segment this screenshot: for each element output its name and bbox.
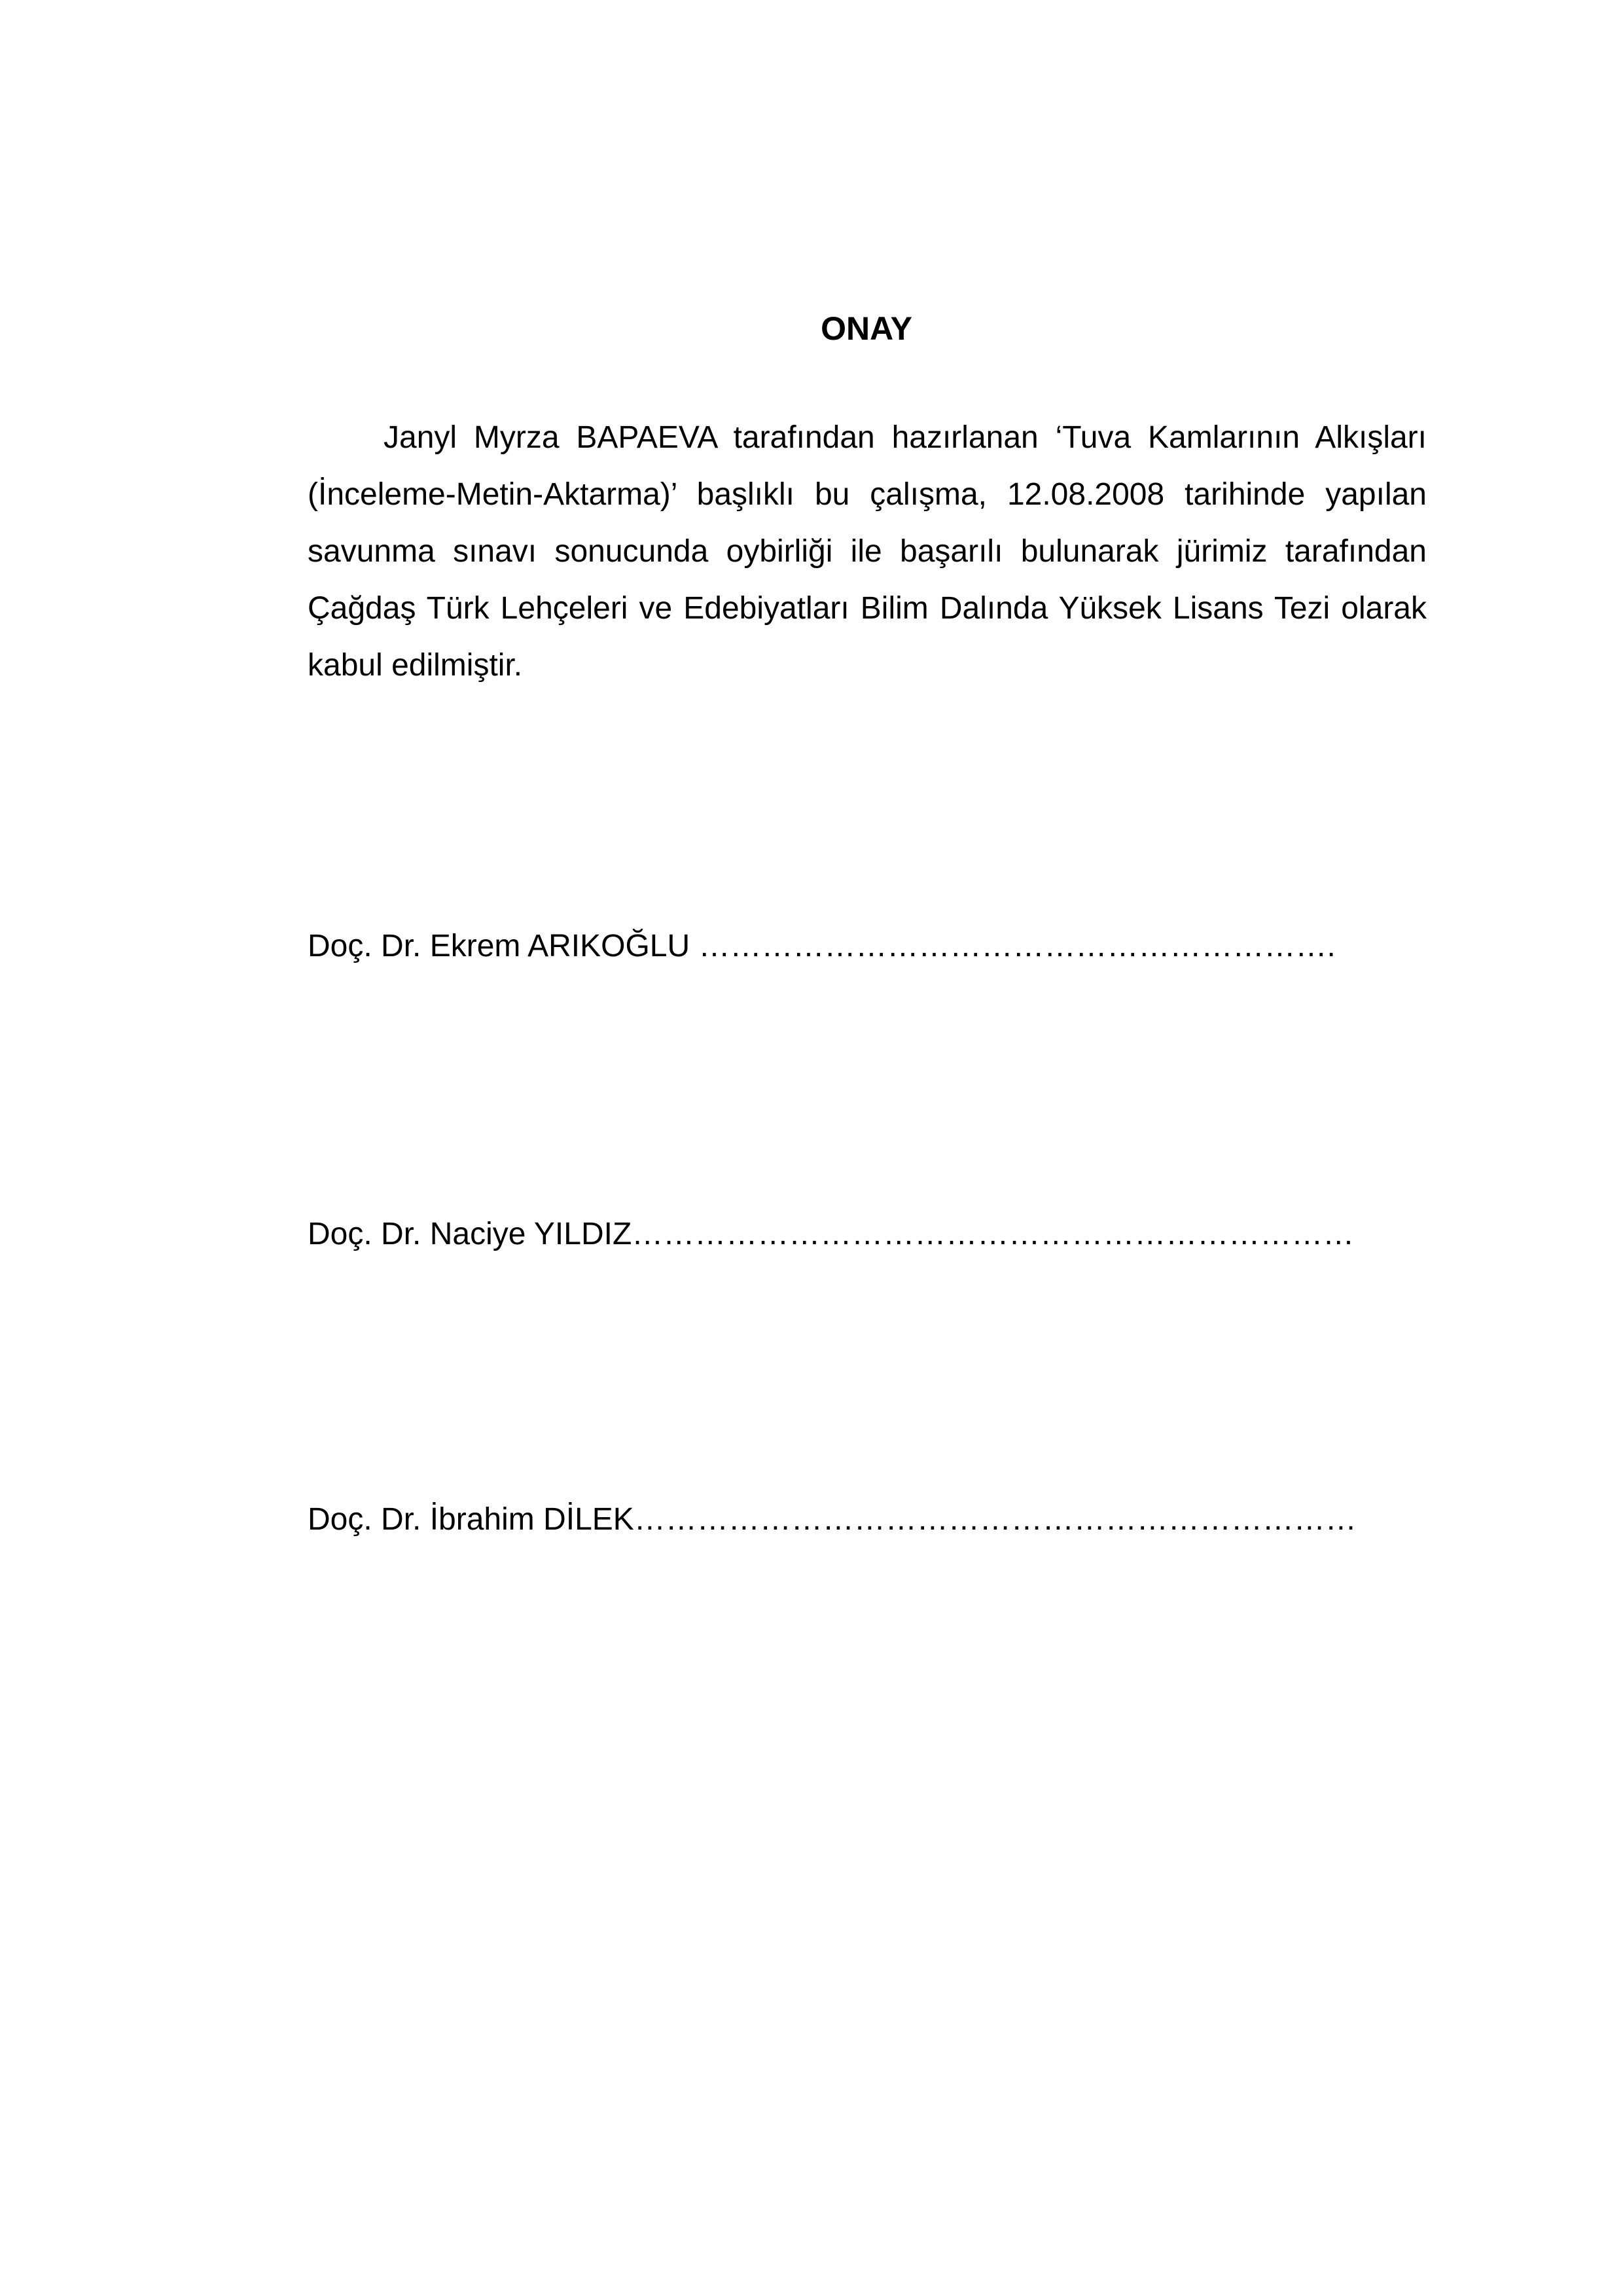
page-title: ONAY	[821, 310, 912, 347]
signature-line-3: Doç. Dr. İbrahim DİLEK……………………………………………………………	[308, 1502, 1357, 1537]
signature-line-1: Doç. Dr. Ekrem ARIKOĞLU …………………………………………………….	[308, 929, 1336, 963]
approval-paragraph	[308, 409, 1427, 694]
approval-paragraph-text: Janyl Myrza BAPAEVA tarafından hazırlanan ‘Tuva Kamlarının Alkışları (İnceleme-Metin-Aktarma)’ başlıklı bu çalışma, 12.08.2008 tarihinde yapılan savunma sınavı sonucunda oybirliği ile başarılı bulunarak jürimiz tarafından Çağdaş Türk Lehçeleri ve Edebiyatları Bilim Dalında Yüksek Lisans Tezi olarak kabul edilmiştir.	[308, 420, 1427, 683]
signature-line-2: Doç. Dr. Naciye YILDIZ……………………………………………………………	[308, 1217, 1355, 1251]
